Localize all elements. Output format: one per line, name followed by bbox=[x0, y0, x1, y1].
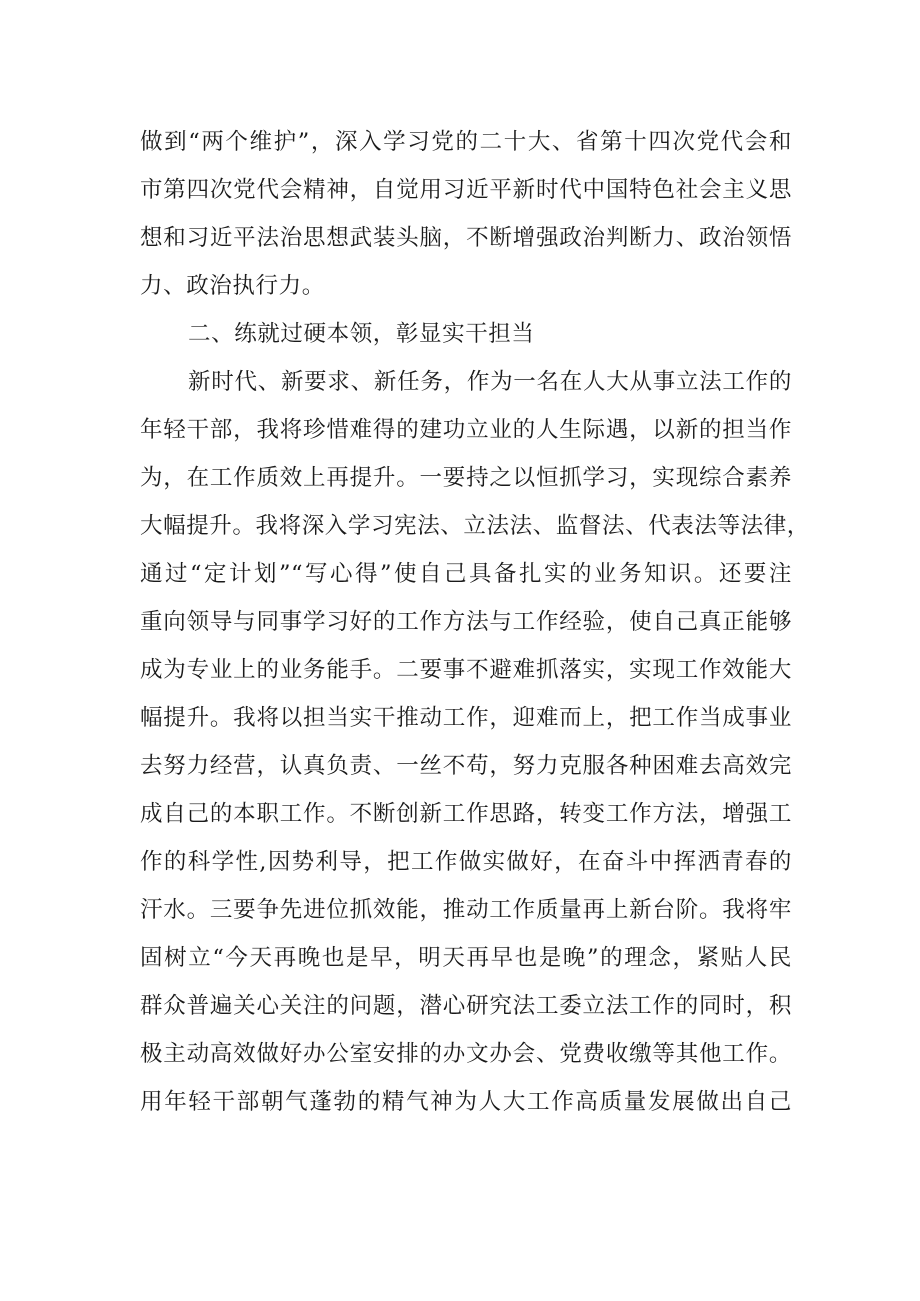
text-line: 幅提升。我将以担当实干推动工作，迎难而上，把工作当成事业 bbox=[140, 705, 792, 731]
text-line: 去努力经营，认真负责、一丝不苟，努力克服各种困难去高效完 bbox=[140, 753, 792, 779]
text-line: 极主动高效做好办公室安排的办文办会、党费收缴等其他工作。 bbox=[140, 1041, 792, 1067]
document-body bbox=[140, 118, 810, 1126]
text-line: 力、政治执行力。 bbox=[140, 273, 325, 299]
text-line: 为，在工作质效上再提升。一要持之以恒抓学习，实现综合素养 bbox=[140, 465, 792, 491]
text-line: 群众普遍关心关注的问题，潜心研究法工委立法工作的同时，积 bbox=[140, 993, 792, 1019]
section-heading: 二、练就过硬本领，彰显实干担当 bbox=[188, 321, 535, 347]
text-line: 固树立“今天再晚也是早，明天再早也是晚”的理念，紧贴人民 bbox=[140, 945, 792, 971]
text-line: 重向领导与同事学习好的工作方法与工作经验，使自己真正能够 bbox=[140, 609, 792, 635]
text-line: 成自己的本职工作。不断创新工作思路，转变工作方法，增强工 bbox=[140, 801, 792, 827]
text-line: 新时代、新要求、新任务，作为一名在人大从事立法工作的 bbox=[188, 369, 792, 395]
text-line: 成为专业上的业务能手。二要事不避难抓落实，实现工作效能大 bbox=[140, 657, 792, 683]
text-line: 作的科学性,因势利导，把工作做实做好，在奋斗中挥洒青春的 bbox=[140, 849, 792, 875]
text-line: 市第四次党代会精神，自觉用习近平新时代中国特色社会主义思 bbox=[140, 177, 792, 203]
text-line: 通过“定计划”“写心得”使自己具备扎实的业务知识。还要注 bbox=[140, 561, 792, 587]
text-line: 做到“两个维护”，深入学习党的二十大、省第十四次党代会和 bbox=[140, 129, 792, 155]
text-line: 大幅提升。我将深入学习宪法、立法法、监督法、代表法等法律， bbox=[140, 513, 810, 539]
text-line: 年轻干部，我将珍惜难得的建功立业的人生际遇，以新的担当作 bbox=[140, 417, 792, 443]
text-line: 用年轻干部朝气蓬勃的精气神为人大工作高质量发展做出自己 bbox=[140, 1089, 792, 1115]
text-line: 汗水。三要争先进位抓效能，推动工作质量再上新台阶。我将牢 bbox=[140, 897, 792, 923]
text-line: 想和习近平法治思想武装头脑，不断增强政治判断力、政治领悟 bbox=[140, 225, 792, 251]
